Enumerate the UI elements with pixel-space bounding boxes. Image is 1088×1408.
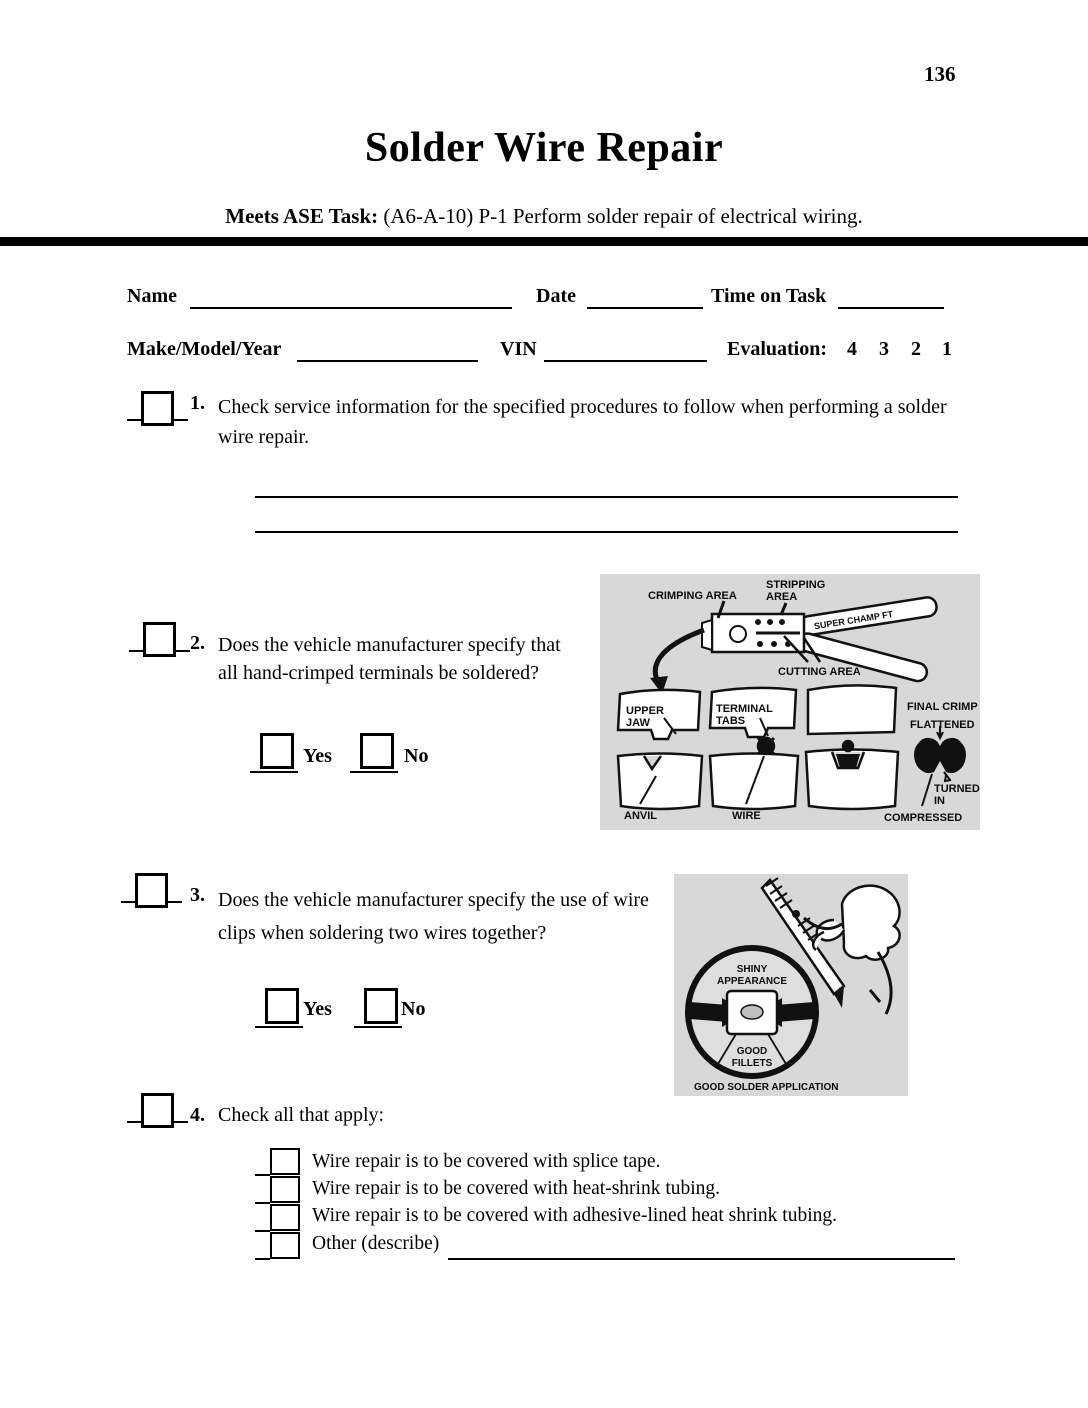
vin-field[interactable] bbox=[544, 338, 707, 362]
task-2-yes-label: Yes bbox=[303, 745, 332, 767]
task-4-checkbox[interactable] bbox=[141, 1093, 174, 1128]
turned-in-label-1: TURNED bbox=[934, 783, 980, 795]
solder-application-figure bbox=[674, 874, 908, 1096]
vin-label: VIN bbox=[500, 338, 537, 360]
evaluation-score-1[interactable]: 1 bbox=[942, 338, 952, 360]
shiny-appearance-label-1: SHINY bbox=[736, 964, 768, 975]
date-label: Date bbox=[536, 285, 576, 307]
option-heat-shrink-checkbox[interactable] bbox=[270, 1176, 300, 1203]
ase-task-label: Meets ASE Task: bbox=[225, 204, 379, 228]
task-3-number: 3. bbox=[190, 884, 205, 906]
task-4-text: Check all that apply: bbox=[218, 1104, 385, 1126]
page-number: 136 bbox=[924, 62, 956, 86]
divider-rule bbox=[0, 237, 1088, 246]
upper-jaw-label-2: JAW bbox=[626, 717, 650, 729]
task-2-number: 2. bbox=[190, 632, 205, 654]
wire-label: WIRE bbox=[732, 810, 761, 822]
evaluation-label: Evaluation: bbox=[727, 338, 828, 360]
date-field[interactable] bbox=[587, 285, 703, 309]
compressed-label: COMPRESSED bbox=[884, 812, 963, 824]
solder-blob bbox=[741, 1005, 763, 1019]
name-field[interactable] bbox=[190, 285, 512, 309]
ase-task-text: (A6-A-10) P-1 Perform solder repair of electrical wiring. bbox=[383, 204, 863, 228]
name-label: Name bbox=[127, 285, 177, 307]
stripping-area-label-2: AREA bbox=[766, 591, 798, 603]
option-other-label: Other (describe) bbox=[312, 1233, 440, 1254]
crimping-tool-figure bbox=[600, 574, 980, 830]
upper-jaw-label-1: UPPER bbox=[626, 705, 664, 717]
terminal-tabs-label-1: TERMINAL bbox=[716, 703, 773, 715]
good-fillets-label-2: FILLETS bbox=[731, 1058, 773, 1069]
option-heat-shrink-label: Wire repair is to be covered with heat-shrink tubing. bbox=[312, 1178, 721, 1199]
make-model-year-field[interactable] bbox=[297, 338, 478, 362]
option-other-describe-field[interactable] bbox=[448, 1236, 955, 1260]
task-3-no-checkbox[interactable] bbox=[364, 988, 398, 1024]
option-adhesive-lined-label: Wire repair is to be covered with adhesive-lined heat shrink tubing. bbox=[312, 1205, 838, 1226]
cutting-area-label: CUTTING AREA bbox=[778, 666, 861, 678]
time-on-task-field[interactable] bbox=[838, 285, 944, 309]
stripping-area-label-1: STRIPPING bbox=[766, 579, 826, 591]
terminal-tabs-label-2: TABS bbox=[716, 715, 746, 727]
brand-label: SUPER CHAMP FT bbox=[813, 608, 894, 632]
anvil-label: ANVIL bbox=[624, 810, 657, 822]
crimping-tool-illustration bbox=[600, 574, 980, 830]
ase-task-line bbox=[0, 204, 1088, 229]
final-crimp-label: FINAL CRIMP bbox=[907, 701, 978, 713]
make-model-year-label: Make/Model/Year bbox=[127, 338, 282, 360]
evaluation-score-3[interactable]: 3 bbox=[879, 338, 889, 360]
task-2-no-label: No bbox=[404, 745, 429, 767]
task-2-yes-checkbox[interactable] bbox=[260, 733, 294, 769]
evaluation-score-4[interactable]: 4 bbox=[847, 338, 857, 360]
option-other-checkbox[interactable] bbox=[270, 1232, 300, 1259]
task-1-text: Check service information for the specified procedures to follow when performing a solder wire repair. bbox=[218, 396, 947, 448]
task-3-text: Does the vehicle manufacturer specify the use of wire clips when soldering two wires together? bbox=[218, 889, 649, 944]
shiny-appearance-label-2: APPEARANCE bbox=[716, 976, 788, 987]
good-solder-application-caption: GOOD SOLDER APPLICATION bbox=[694, 1082, 839, 1093]
task-2-no-checkbox[interactable] bbox=[360, 733, 394, 769]
task-1-checkbox[interactable] bbox=[141, 391, 174, 426]
task-3-yes-label: Yes bbox=[303, 998, 332, 1020]
evaluation-score-2[interactable]: 2 bbox=[911, 338, 921, 360]
task-2-checkbox[interactable] bbox=[143, 622, 176, 657]
option-splice-tape-checkbox[interactable] bbox=[270, 1148, 300, 1175]
task-4-number: 4. bbox=[190, 1104, 205, 1126]
flattened-label: FLATTENED bbox=[910, 719, 975, 731]
answer-line-1[interactable] bbox=[255, 496, 958, 498]
task-3-yes-checkbox[interactable] bbox=[265, 988, 299, 1024]
turned-in-label-2: IN bbox=[934, 795, 945, 807]
page-title: Solder Wire Repair bbox=[364, 125, 724, 171]
task-1-number: 1. bbox=[190, 392, 205, 414]
task-3-checkbox[interactable] bbox=[135, 873, 168, 908]
task-2-text: Does the vehicle manufacturer specify that all hand-crimped terminals be soldered? bbox=[218, 634, 561, 684]
task-3-no-label: No bbox=[401, 998, 426, 1020]
solder-application-illustration bbox=[674, 874, 908, 1096]
answer-line-2[interactable] bbox=[255, 531, 958, 533]
good-fillets-label-1: GOOD bbox=[736, 1046, 768, 1057]
option-splice-tape-label: Wire repair is to be covered with splice tape. bbox=[312, 1151, 661, 1172]
time-on-task-label: Time on Task bbox=[711, 285, 827, 307]
option-adhesive-lined-checkbox[interactable] bbox=[270, 1204, 300, 1231]
crimping-area-label: CRIMPING AREA bbox=[648, 590, 737, 602]
